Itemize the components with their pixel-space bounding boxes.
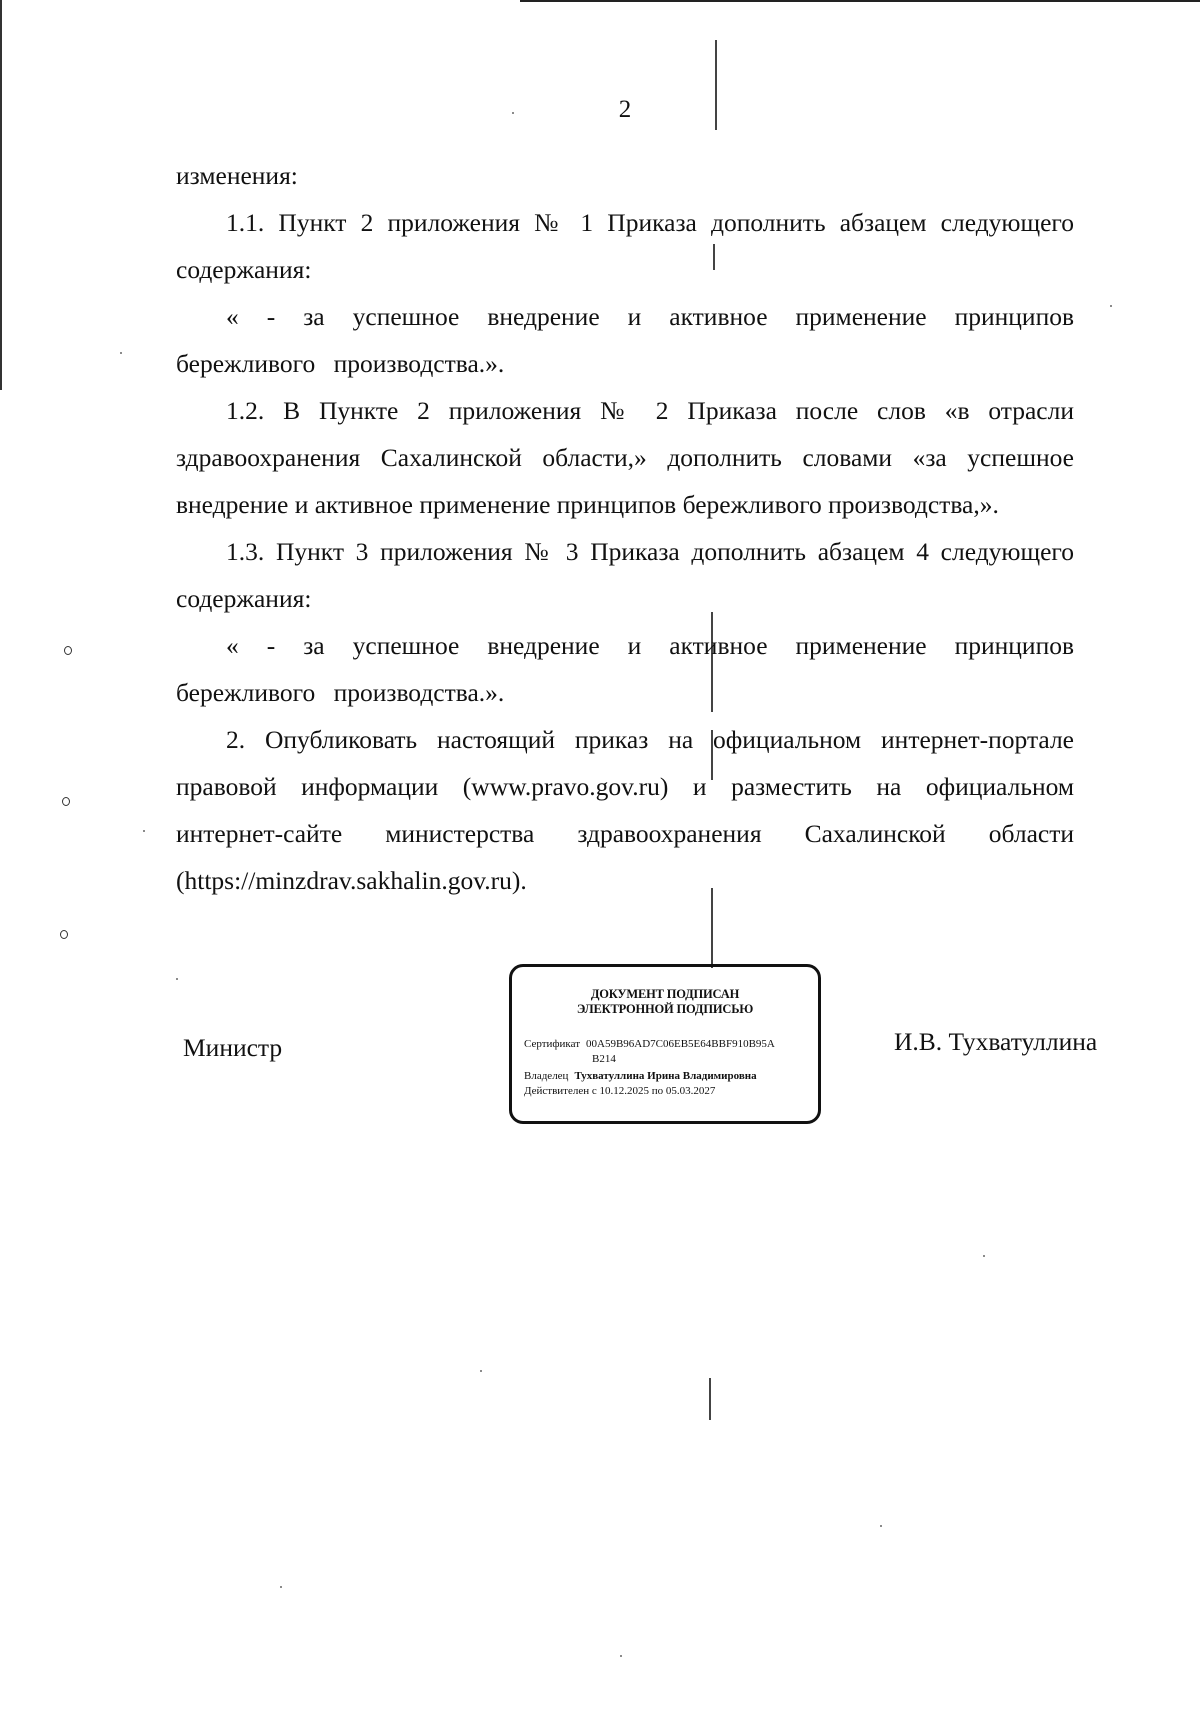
stamp-title: [512, 987, 818, 1017]
stamp-owner-row: [524, 1070, 757, 1083]
scan-speck: [620, 1655, 622, 1657]
scan-speck: [480, 1370, 482, 1372]
stamp-owner-value: Тухватуллина Ирина Владимировна: [574, 1070, 757, 1082]
scan-speck: [120, 352, 122, 354]
stamp-title-line: ДОКУМЕНТ ПОДПИСАН: [590, 987, 740, 1001]
paragraph: 1.3. Пункт 3 приложения № 3 Приказа дополнить абзацем 4 следующего содержания:: [176, 537, 1074, 613]
stamp-owner-label: Владелец: [524, 1070, 569, 1082]
paragraph: 2. Опубликовать настоящий приказ на официальном интернет-портале правовой информации (www.pravo.gov.ru) и разместить на официальном интернет-сайте министерства здравоохранения Сахалинской области (https://minzdrav.sakhalin.gov.ru).: [176, 725, 1074, 895]
scan-speck: [512, 112, 514, 114]
stamp-certificate-row: [524, 1038, 775, 1051]
scan-edge-line: [520, 0, 1200, 2]
paragraph: изменения:: [176, 161, 298, 190]
paragraph: 1.2. В Пункте 2 приложения № 2 Приказа после слов «в отрасли здравоохранения Сахалинской области,» дополнить словами «за успешное внедрение и активное применение принципов бережливого производства,».: [176, 396, 1074, 519]
electronic-signature-stamp: [509, 964, 821, 1124]
stamp-validity: Действителен с 10.12.2025 по 05.03.2027: [524, 1085, 716, 1097]
signatory-position: Министр: [183, 1033, 283, 1062]
scan-speck: [880, 1525, 882, 1527]
stamp-certificate-value: 00A59B96AD7C06EB5E64BBF910B95A: [586, 1038, 775, 1050]
stamp-title-line: ЭЛЕКТРОННОЙ ПОДПИСЬЮ: [576, 1002, 754, 1016]
signer-name: И.В. Тухватуллина: [894, 1027, 1098, 1056]
document-body: [176, 152, 1074, 904]
scan-speck: [1110, 305, 1112, 307]
scan-speck: [280, 1586, 282, 1588]
scan-edge-line: [0, 0, 2, 390]
paragraph: 1.1. Пункт 2 приложения № 1 Приказа дополнить абзацем следующего содержания:: [176, 208, 1074, 284]
paragraph: « - за успешное внедрение и активное применение принципов бережливого производства.».: [176, 302, 1074, 378]
punch-hole-mark: [60, 930, 68, 939]
paragraph: « - за успешное внедрение и активное применение принципов бережливого производства.».: [176, 631, 1074, 707]
page-number: 2: [618, 96, 632, 123]
scan-speck: [176, 978, 178, 980]
stamp-certificate-continued: B214: [592, 1053, 616, 1065]
scan-speck: [983, 1255, 985, 1257]
punch-hole-mark: [64, 646, 72, 655]
fold-line: [709, 1378, 711, 1420]
stamp-certificate-label: Сертификат: [524, 1038, 580, 1050]
fold-line: [715, 40, 717, 130]
scan-speck: [143, 830, 145, 832]
punch-hole-mark: [62, 797, 70, 806]
